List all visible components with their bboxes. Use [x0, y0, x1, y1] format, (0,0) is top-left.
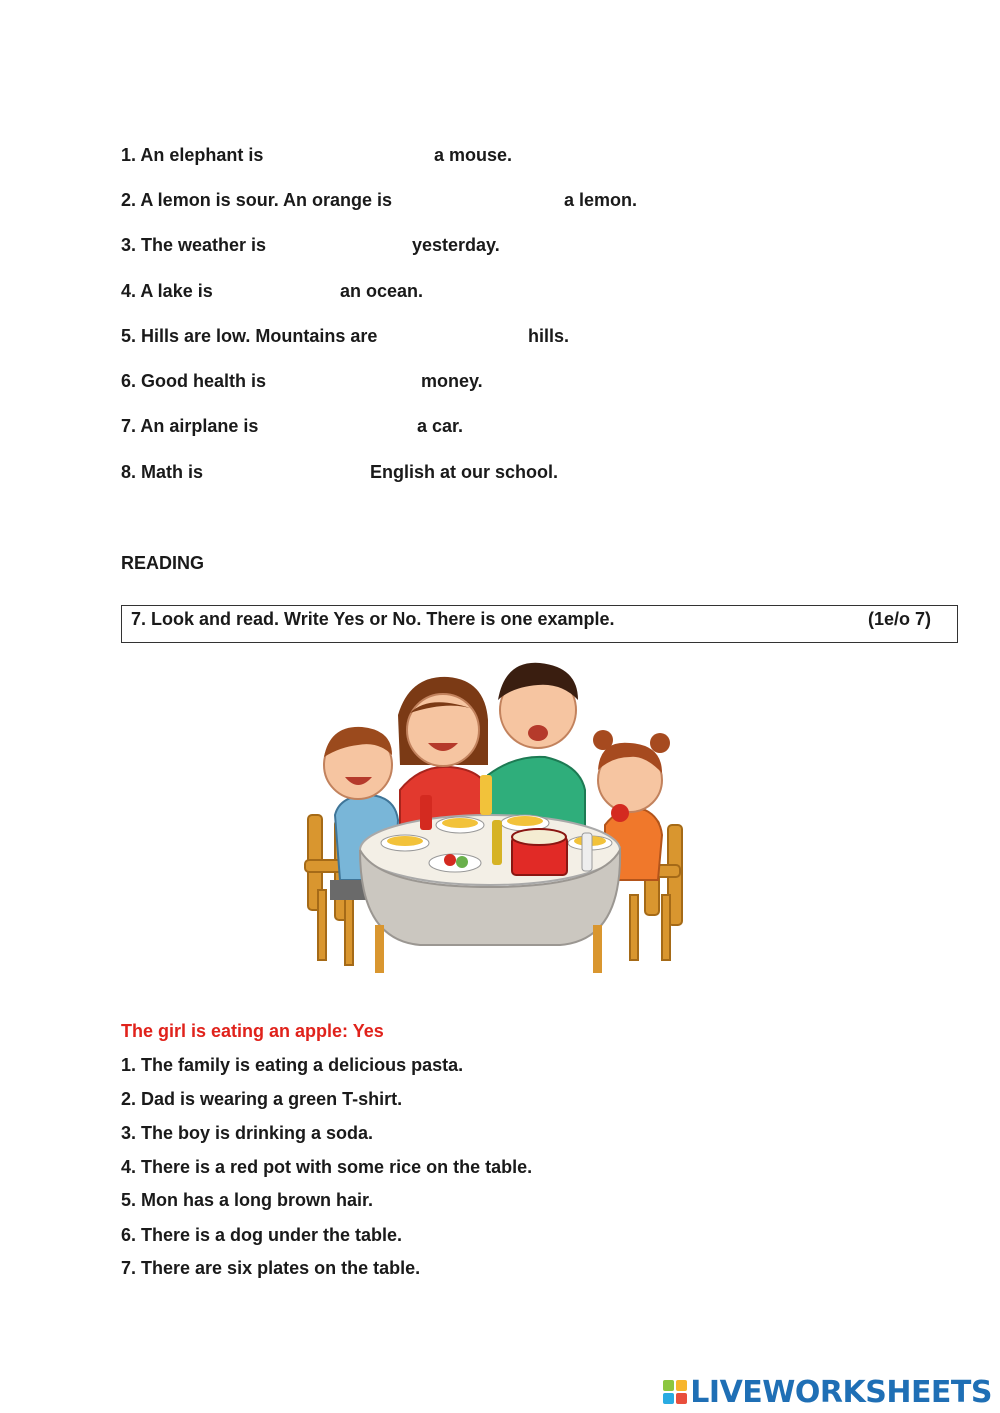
answer-blank[interactable]	[404, 186, 560, 212]
item-text-after: English at our school.	[370, 462, 559, 482]
item-text-before: 8. Math is	[121, 462, 204, 482]
task-instruction-box	[121, 605, 958, 643]
logo-text: LIVEWORKSHEETS	[690, 1374, 992, 1410]
item-text-before: 1. An elephant is	[121, 145, 264, 165]
answer-blank[interactable]	[268, 412, 414, 438]
item-text-after: an ocean.	[340, 281, 424, 301]
item-text-before: 3. The weather is	[121, 235, 267, 255]
question-4: 4. There is a red pot with some rice on the table.	[121, 1157, 533, 1177]
item-text-after: a car.	[417, 416, 464, 436]
item-text-after: a lemon.	[564, 190, 638, 210]
item-text-before: 2. A lemon is sour. An orange is	[121, 190, 393, 210]
question-6: 6. There is a dog under the table.	[121, 1225, 403, 1245]
answer-blank[interactable]	[273, 231, 409, 257]
question-5: 5. Mon has a long brown hair.	[121, 1190, 374, 1210]
answer-blank[interactable]	[273, 141, 429, 167]
item-text-after: money.	[421, 371, 483, 391]
family-dinner-illustration	[300, 655, 690, 980]
answer-blank[interactable]	[388, 322, 524, 348]
item-text-before: 7. An airplane is	[121, 416, 259, 436]
item-text-before: 4. A lake is	[121, 281, 213, 301]
example-sentence: The girl is eating an apple: Yes	[121, 1021, 384, 1041]
question-3: 3. The boy is drinking a soda.	[121, 1123, 374, 1143]
liveworksheets-logo	[663, 1374, 992, 1410]
task-instruction: 7. Look and read. Write Yes or No. There is one example.	[131, 609, 615, 629]
item-text-after: hills.	[528, 326, 570, 346]
logo-grid-icon	[663, 1380, 687, 1404]
item-text-after: yesterday.	[412, 235, 500, 255]
task-points: (1e/o 7)	[867, 609, 931, 629]
item-text-before: 5. Hills are low. Mountains are	[121, 326, 378, 346]
answer-blank[interactable]	[221, 277, 337, 303]
answer-blank[interactable]	[211, 458, 367, 484]
item-text-after: a mouse.	[434, 145, 513, 165]
section-heading-reading: READING	[121, 553, 205, 573]
item-text-before: 6. Good health is	[121, 371, 267, 391]
question-7: 7. There are six plates on the table.	[121, 1258, 421, 1278]
question-2: 2. Dad is wearing a green T-shirt.	[121, 1089, 403, 1109]
question-1: 1. The family is eating a delicious pasta.	[121, 1055, 464, 1075]
answer-blank[interactable]	[276, 367, 416, 393]
